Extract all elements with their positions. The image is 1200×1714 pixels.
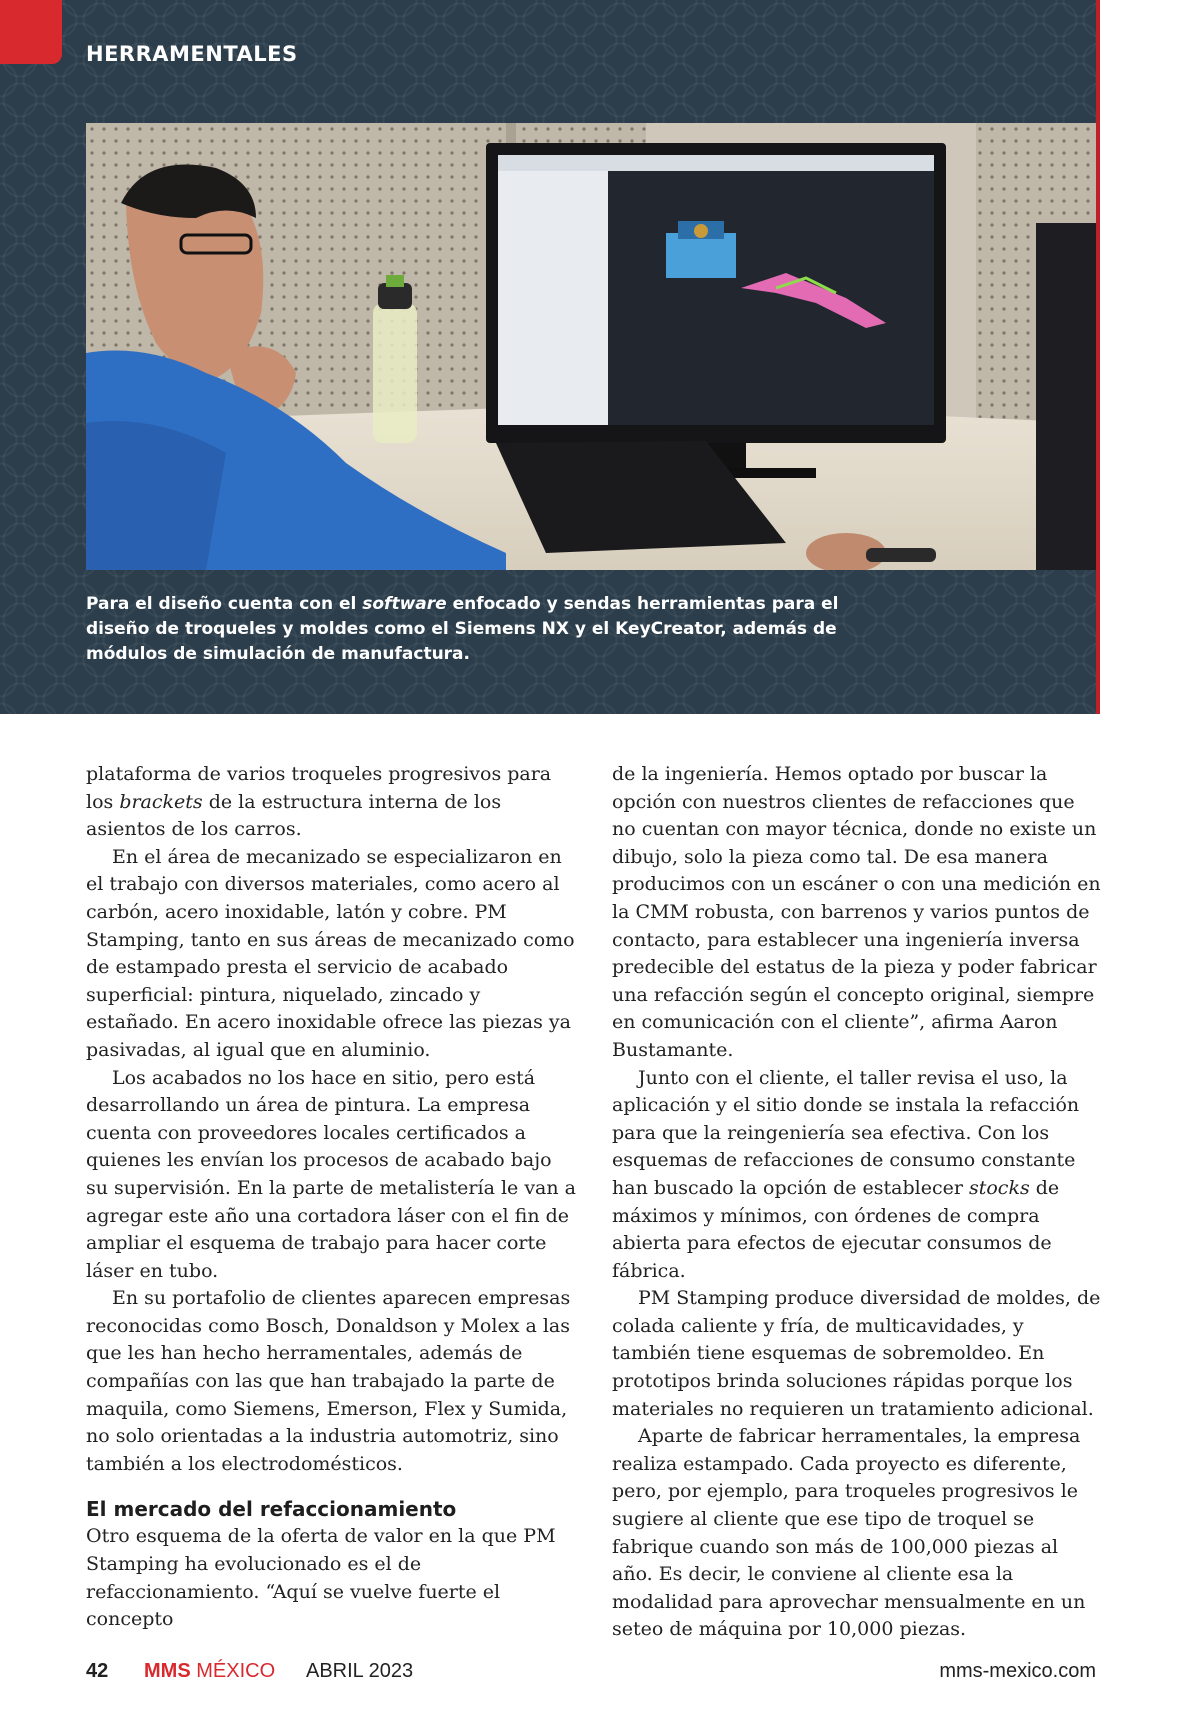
subheading: El mercado del refaccionamiento: [86, 1497, 457, 1522]
text: Junto con el cliente, el taller revisa el uso, la aplicación y el sitio donde se instala la refacción para que la reingeniería sea efectiva. Con los esquemas de refacciones de consumo constante han buscado la opción de establecer: [612, 1066, 1080, 1199]
paragraph: PM Stamping produce diversidad de moldes, de colada caliente y fría, de multicavidades, y también tiene esquemas de sobremoldeo. En prototipos brinda soluciones rápidas porque los materiales no requieren un tratamiento adicional.: [612, 1287, 1101, 1420]
paragraph: Otro esquema de la oferta de valor en la que PM Stamping ha evolucionado es el de refaccionamiento. “Aquí se vuelve fuerte el concepto: [86, 1525, 556, 1631]
banner-edge: [1096, 0, 1100, 714]
paragraph: [612, 1065, 1102, 1286]
paragraph: de la ingeniería. Hemos optado por buscar la opción con nuestros clientes de refacciones que no cuentan con mayor técnica, donde no existe un dibujo, solo la pieza como tal. De esa manera producimos con un escáner o con una medición en la CMM robusta, con barrenos y varios puntos de contacto, para establecer una ingeniería inversa predecible del estatus de la pieza y poder fabricar una refacción según el concepto original, siempre en comunicación con el cliente”, afirma Aaron Bustamante.: [612, 763, 1101, 1061]
caption-text-cont: enfocado y sendas herramientas para el diseño de troqueles y moldes como el Siemens NX y el KeyCreator, además de módulos de simulación de manufactura.: [86, 594, 839, 664]
page-footer: [86, 1660, 1096, 1688]
article-column-right: [612, 761, 1102, 1644]
issue-date: ABRIL 2023: [306, 1660, 414, 1682]
photo-caption: [86, 592, 876, 667]
text: plataforma de varios troqueles progresivos para los: [86, 763, 552, 813]
paragraph: En el área de mecanizado se especializaron en el trabajo con diversos materiales, como acero al carbón, acero inoxidable, latón y cobre. PM Stamping, tanto en sus áreas de mecanizado como de estampado presta el servicio de acabado superficial: pintura, niquelado, zincado y estañado. En acero inoxidable ofrece las piezas ya pasivadas, al igual que en aluminio.: [86, 845, 575, 1061]
brand-rest: MÉXICO: [190, 1660, 276, 1682]
text: de máximos y mínimos, con órdenes de compra abierta para efectos de ejecutar consumos de fábrica.: [612, 1176, 1060, 1282]
paragraph: Los acabados no los hace en sitio, pero está desarrollando un área de pintura. La empresa cuenta con proveedores locales certificados a quienes les envían los procesos de acabado bajo su supervisión. En la parte de metalistería le van a agregar este año una cortadora láser con el fin de ampliar el esquema de trabajo para hacer corte láser en tubo.: [86, 1066, 576, 1282]
section-tab: [0, 0, 62, 64]
text: de la estructura interna de los asientos de los carros.: [86, 790, 502, 841]
paragraph: [86, 761, 576, 844]
article-column-left: [86, 761, 576, 1634]
website-link[interactable]: mms-mexico.com: [939, 1660, 1096, 1682]
brand-bold: MMS: [144, 1660, 191, 1682]
caption-emphasis: software: [362, 594, 447, 614]
caption-text: Para el diseño cuenta con el: [86, 594, 363, 614]
magazine-brand: [144, 1660, 275, 1683]
emphasis: stocks: [968, 1176, 1030, 1199]
section-label: HERRAMENTALES: [86, 42, 298, 66]
paragraph: Aparte de fabricar herramentales, la empresa realiza estampado. Cada proyecto es diferente, pero, por ejemplo, para troqueles progresivos le sugiere al cliente que ese tipo de troquel se fabrique cuando son más de 100,000 piezas al año. Es decir, le conviene al cliente esa la modalidad para aprovechar mensualmente en un seteo de máquina por 10,000 piezas.: [612, 1425, 1086, 1641]
page-number: 42: [86, 1660, 109, 1682]
feature-photo: [86, 123, 1096, 570]
paragraph: En su portafolio de clientes aparecen empresas reconocidas como Bosch, Donaldson y Molex a las que les han hecho herramentales, además de compañías con las que han trabajado la parte de maquila, como Siemens, Emerson, Flex y Sumida, no solo orientadas a la industria automotriz, sino también a los electrodomésticos.: [86, 1287, 571, 1475]
emphasis: brackets: [119, 790, 203, 813]
